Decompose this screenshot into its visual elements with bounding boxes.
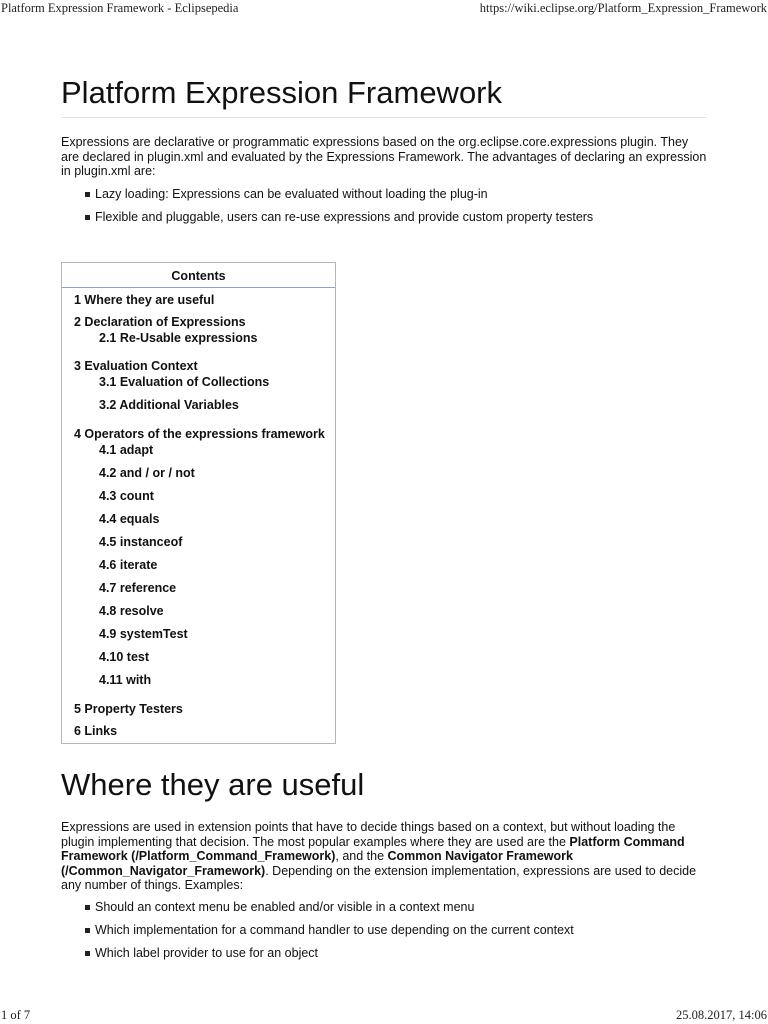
toc-link[interactable]: 4 Operators of the expressions framework: [74, 427, 325, 441]
toc-link[interactable]: 3.1 Evaluation of Collections: [99, 375, 270, 389]
print-header: [0, 0, 768, 20]
bullet-square-icon: [85, 951, 90, 956]
list-item: Lazy loading: Expressions can be evaluated without loading the plug-in: [61, 187, 707, 202]
section-paragraph: Expressions are used in extension points that have to decide things based on a context, but without loading the plugin implementing that decision. The most popular examples where they are used are the Platform Command Framework (/Platform_Command_Framework), and the Common Navigator Framework (/Common_Navigator_Framework). Depending on the extension implementation, expressions are used to decide any number of things. Examples:: [61, 820, 697, 892]
bullet-square-icon: [85, 215, 90, 220]
bullet-square-icon: [85, 905, 90, 910]
page-number: 1 of 7: [1, 1008, 31, 1022]
toc-link[interactable]: 6 Links: [74, 724, 118, 738]
article-content: [61, 70, 707, 960]
print-footer: [0, 1007, 768, 1024]
common-navigator-framework-link[interactable]: Common Navigator Framework (/Common_Navigator_Framework): [61, 849, 573, 878]
toc-title: Contents: [62, 265, 335, 288]
toc-link[interactable]: 1 Where they are useful: [74, 293, 215, 307]
platform-command-framework-link[interactable]: Platform Command Framework (/Platform_Command_Framework): [61, 834, 685, 863]
toc-link[interactable]: 4.6 iterate: [99, 558, 158, 572]
print-header-title: Platform Expression Framework - Eclipsepedia: [1, 1, 239, 15]
examples-bullet-list: [61, 900, 707, 961]
bullet-square-icon: [85, 928, 90, 933]
print-header-url: https://wiki.eclipse.org/Platform_Expression_Framework: [479, 1, 767, 15]
toc-link[interactable]: 4.9 systemTest: [99, 627, 188, 641]
toc-link[interactable]: 4.8 resolve: [99, 604, 164, 618]
section-where-useful: [61, 762, 707, 969]
intro-paragraph: Expressions are declarative or programmatic expressions based on the org.eclipse.core.expressions plugin. They are declared in plugin.xml and evaluated by the Expressions Framework. The advantages of declaring an expression in plugin.xml are:: [61, 135, 707, 178]
list-item: Flexible and pluggable, users can re-use expressions and provide custom property testers: [61, 210, 707, 225]
bullet-square-icon: [85, 192, 90, 197]
toc-link[interactable]: 4.10 test: [99, 650, 150, 664]
toc-link[interactable]: 2.1 Re-Usable expressions: [99, 331, 258, 345]
toc-link[interactable]: 4.11 with: [99, 673, 152, 687]
toc-link[interactable]: 4.3 count: [99, 489, 154, 503]
table-of-contents: [61, 262, 336, 744]
toc-list: [62, 288, 335, 739]
toc-link[interactable]: 4.4 equals: [99, 512, 160, 526]
toc-link[interactable]: 3.2 Additional Variables: [99, 398, 239, 412]
toc-link[interactable]: 5 Property Testers: [74, 702, 183, 716]
toc-link[interactable]: 4.2 and / or / not: [99, 466, 195, 480]
list-item: Should an context menu be enabled and/or visible in a context menu: [61, 900, 707, 915]
toc-link[interactable]: 4.7 reference: [99, 581, 177, 595]
section-heading: Where they are useful: [61, 767, 365, 802]
list-item: Which label provider to use for an object: [61, 946, 707, 961]
toc-link[interactable]: 3 Evaluation Context: [74, 359, 198, 373]
toc-link[interactable]: 4.5 instanceof: [99, 535, 183, 549]
toc-link[interactable]: 2 Declaration of Expressions: [74, 315, 246, 329]
list-item: Which implementation for a command handler to use depending on the current context: [61, 923, 707, 938]
print-timestamp: 25.08.2017, 14:06: [676, 1008, 767, 1022]
page-title: Platform Expression Framework: [61, 70, 707, 118]
toc-link[interactable]: 4.1 adapt: [99, 443, 154, 457]
intro-bullet-list: [61, 187, 707, 225]
